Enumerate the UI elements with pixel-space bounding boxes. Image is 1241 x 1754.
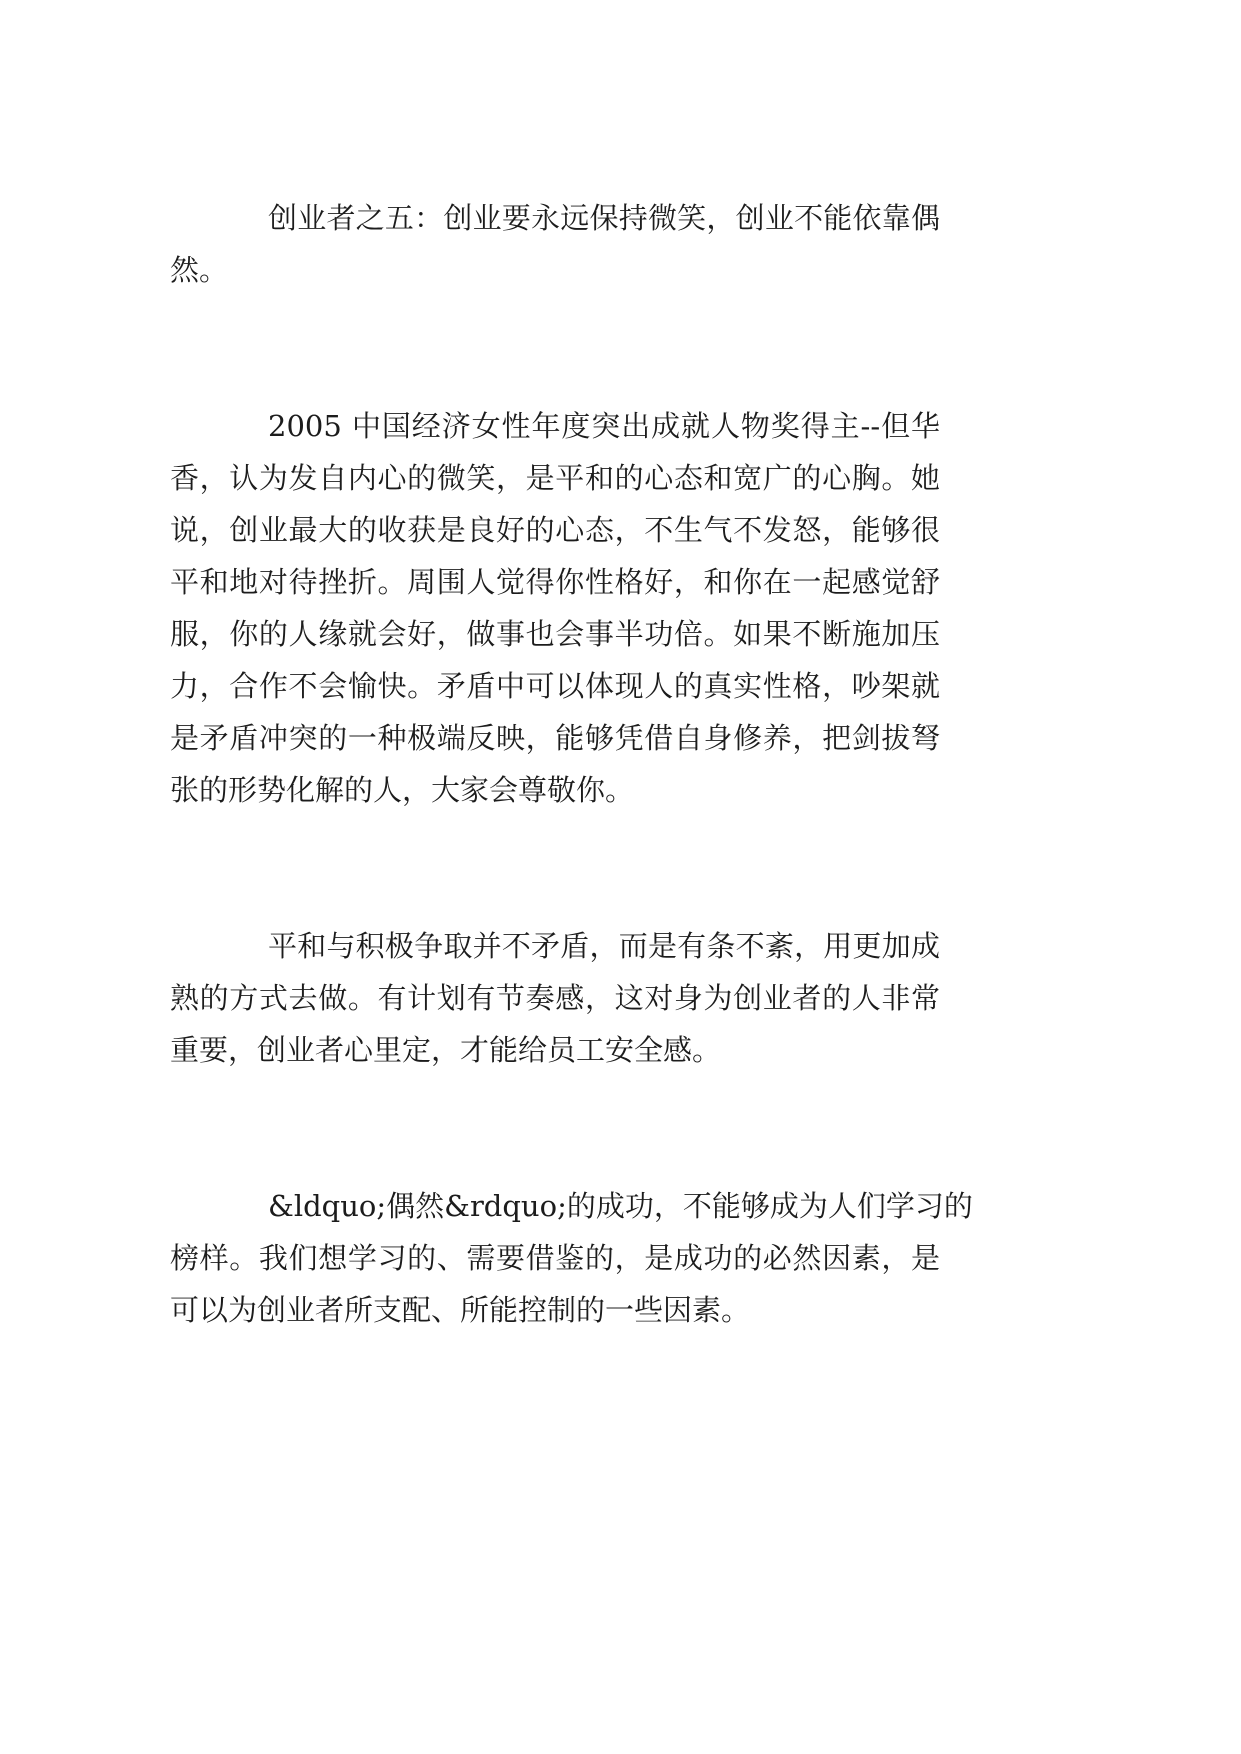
paragraph-1 bbox=[170, 192, 940, 296]
paragraph-line: 重要，创业者心里定，才能给员工安全感。 bbox=[170, 1033, 722, 1067]
paragraph-line: 平和地对待挫折。周围人觉得你性格好，和你在一起感觉舒 bbox=[170, 565, 940, 599]
paragraph-3 bbox=[170, 920, 940, 1076]
paragraph-4 bbox=[170, 1180, 973, 1336]
paragraph-line: 榜样。我们想学习的、需要借鉴的，是成功的必然因素，是 bbox=[170, 1241, 940, 1275]
paragraph-line: 2005 中国经济女性年度突出成就人物奖得主--但华 bbox=[268, 409, 940, 443]
document-page bbox=[170, 192, 973, 1440]
paragraph-line: 张的形势化解的人，大家会尊敬你。 bbox=[170, 773, 635, 807]
paragraph-line: 然。 bbox=[170, 253, 229, 287]
paragraph-line: 服，你的人缘就会好，做事也会事半功倍。如果不断施加压 bbox=[170, 617, 940, 651]
paragraph-line: 平和与积极争取并不矛盾，而是有条不紊，用更加成 bbox=[268, 929, 940, 963]
paragraph-line: &ldquo;偶然&rdquo;的成功，不能够成为人们学习的 bbox=[268, 1189, 973, 1223]
paragraph-line: 力，合作不会愉快。矛盾中可以体现人的真实性格，吵架就 bbox=[170, 669, 940, 703]
paragraph-line: 香，认为发自内心的微笑，是平和的心态和宽广的心胸。她 bbox=[170, 461, 940, 495]
paragraph-line: 熟的方式去做。有计划有节奏感，这对身为创业者的人非常 bbox=[170, 981, 940, 1015]
paragraph-line: 可以为创业者所支配、所能控制的一些因素。 bbox=[170, 1293, 751, 1327]
paragraph-line: 是矛盾冲突的一种极端反映，能够凭借自身修养，把剑拔弩 bbox=[170, 721, 940, 755]
paragraph-line: 创业者之五：创业要永远保持微笑，创业不能依靠偶 bbox=[268, 201, 940, 235]
paragraph-line: 说，创业最大的收获是良好的心态，不生气不发怒，能够很 bbox=[170, 513, 940, 547]
paragraph-2 bbox=[170, 400, 940, 816]
